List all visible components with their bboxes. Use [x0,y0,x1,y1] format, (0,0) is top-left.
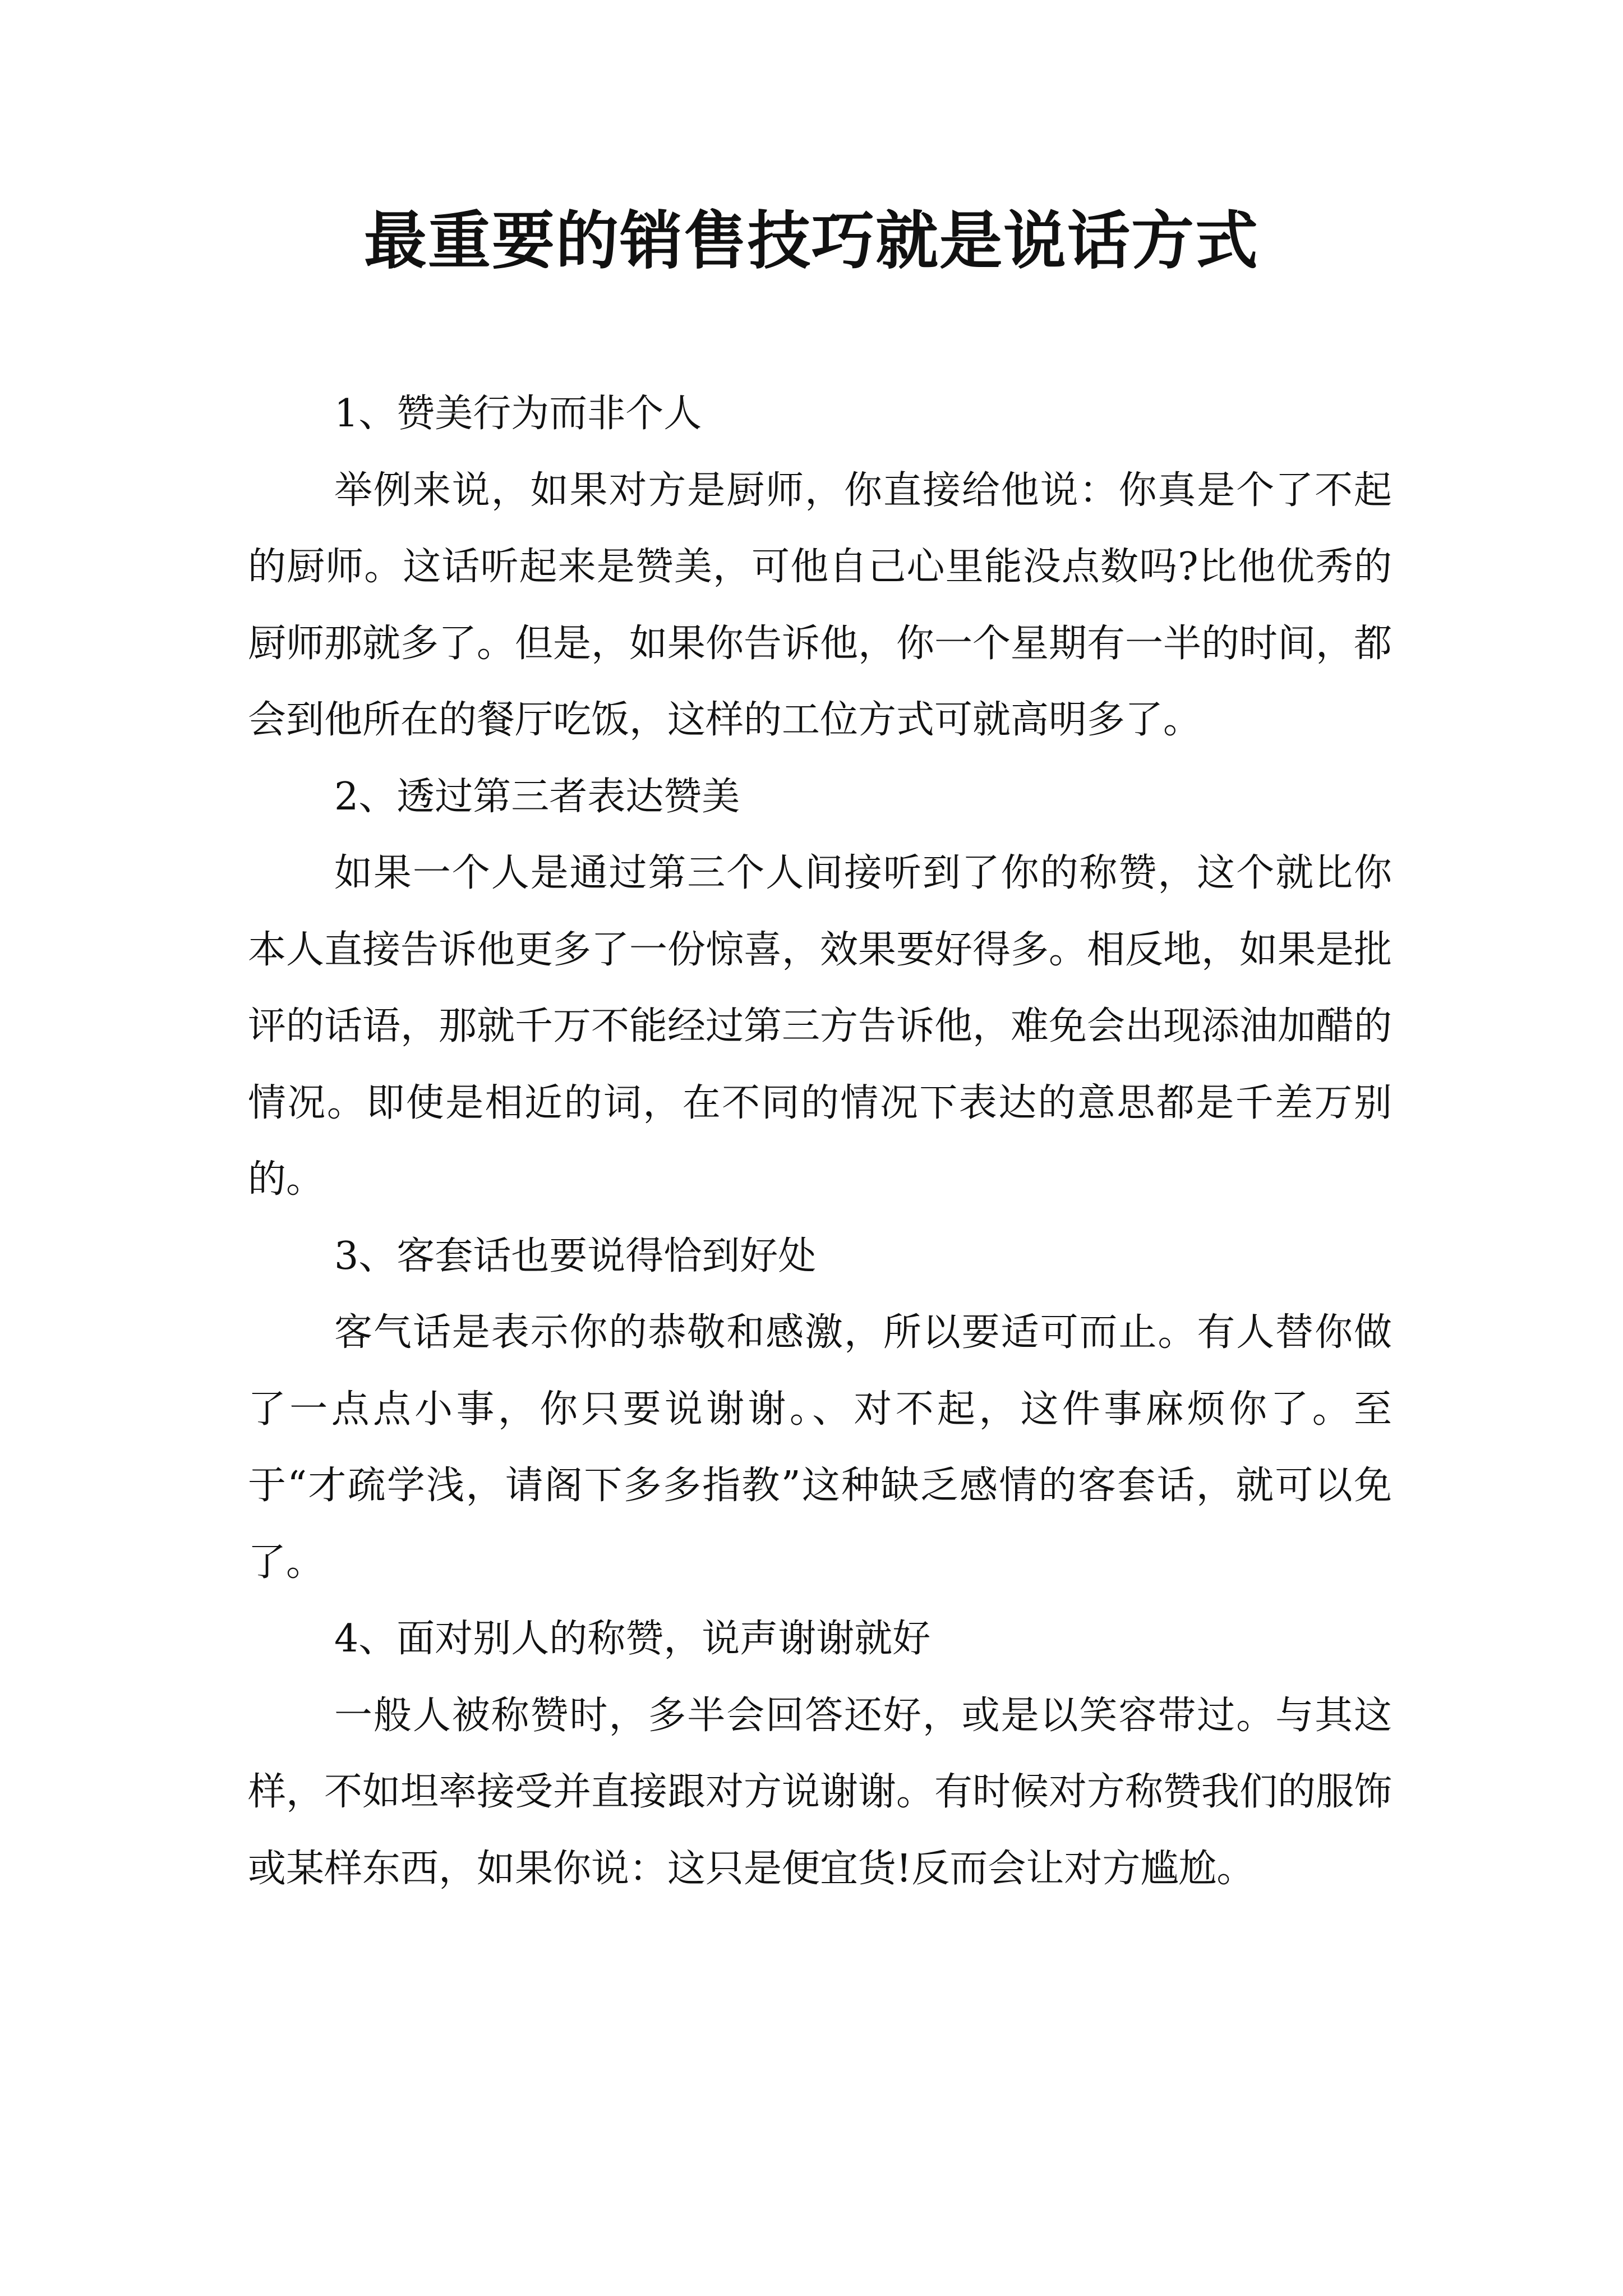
section-1-paragraph: 举例来说，如果对方是厨师，你直接给他说：你真是个了不起的厨师。这话听起来是赞美，可他自己心里能没点数吗?比他优秀的厨师那就多了。但是，如果你告诉他，你一个星期有一半的时间，都会到他所在的餐厅吃饭，这样的工位方式可就高明多了。 [248,468,1393,742]
document-body [248,376,1392,1907]
section-4-heading: 4、面对别人的称赞，说声谢谢就好 [334,1617,931,1661]
section-2-heading: 2、透过第三者表达赞美 [334,774,740,819]
section-1-heading: 1、赞美行为而非个人 [334,392,702,436]
document-title: 最重要的销售技巧就是说话方式 [364,204,1259,278]
section-3-paragraph: 客气话是表示你的恭敬和感激，所以要适可而止。有人替你做了一点点小事，你只要说谢谢。、对不起，这件事麻烦你了。至于“才疏学浅，请阁下多多指教”这种缺乏感情的客套话，就可以免了。 [248,1310,1392,1585]
section-3-heading: 3、客套话也要说得恰到好处 [334,1234,817,1278]
section-4-paragraph: 一般人被称赞时，多半会回答还好，或是以笑容带过。与其这样，不如坦率接受并直接跟对方说谢谢。有时候对方称赞我们的服饰或某样东西，如果你说：这只是便宜货!反而会让对方尴尬。 [248,1693,1393,1891]
section-2-paragraph: 如果一个人是通过第三个人间接听到了你的称赞，这个就比你本人直接告诉他更多了一份惊喜，效果要好得多。相反地，如果是批评的话语，那就千万不能经过第三方告诉他，难免会出现添油加醋的情况。即使是相近的词，在不同的情况下表达的意思都是千差万别的。 [248,851,1393,1202]
